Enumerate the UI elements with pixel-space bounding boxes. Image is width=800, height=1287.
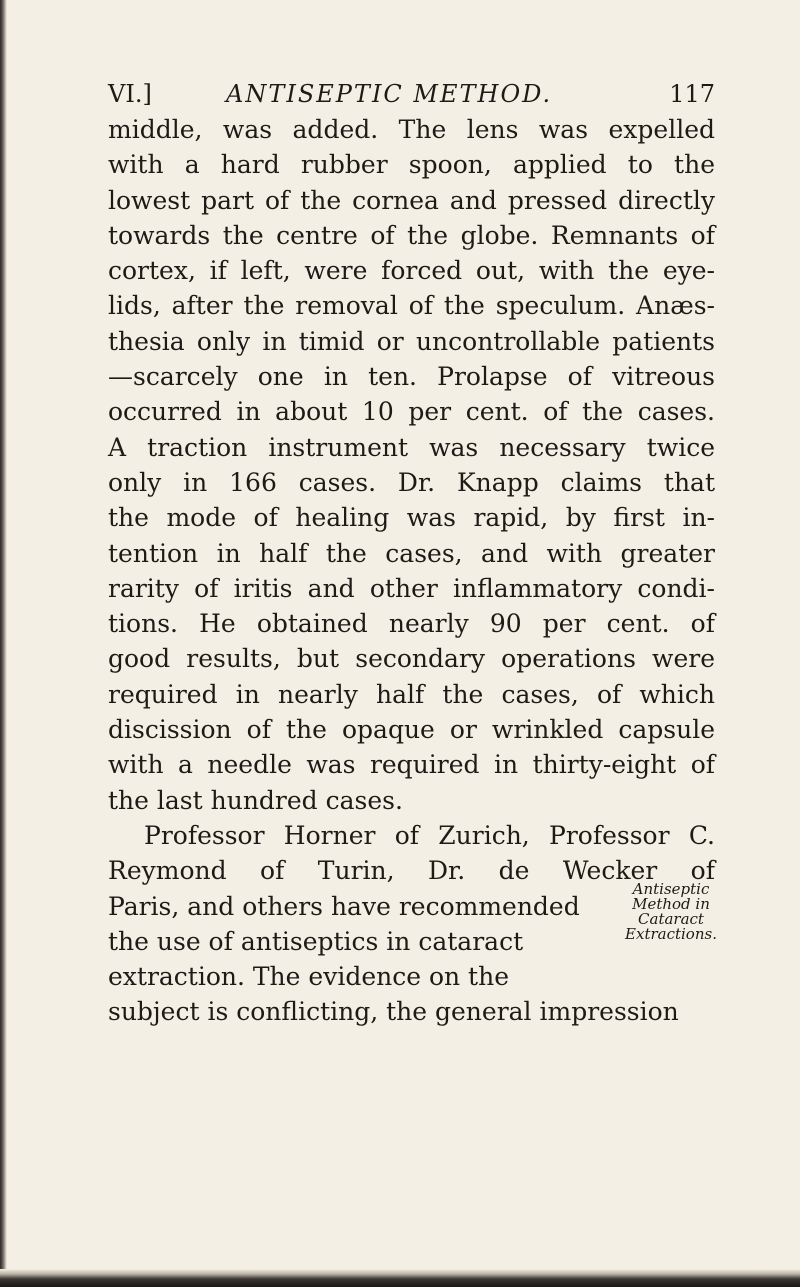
text-line: Paris, and others have recommended [108,891,580,921]
margin-note-line: Extractions. [625,925,717,943]
text-line: occurred in about 10 per cent. of the cases. [108,397,715,427]
margin-note-line: Antiseptic [632,880,710,898]
text-line: tention in half the cases, and with greater [108,538,715,568]
text-line: with a needle was required in thirty-eight of [108,750,715,780]
text-line: good results, but secondary operations were [108,644,715,674]
text-line: towards the centre of the globe. Remnants of [108,220,715,250]
text-line: Reymond of Turin, Dr. de Wecker of [108,856,715,886]
page-number: 117 [669,80,715,108]
text-line: only in 166 cases. Dr. Knapp claims that [108,467,715,497]
text-line: middle, was added. The lens was expelled [108,115,715,144]
margin-note-line: Method in [632,895,710,913]
text-line: the last hundred cases. [108,785,403,815]
text-line: cortex, if left, were forced out, with the eye- [108,256,715,286]
text-line: discission of the opaque or wrinkled capsule [108,715,715,745]
text-line: Professor Horner of Zurich, Professor C. [144,820,715,850]
text-line: with a hard rubber spoon, applied to the [108,150,715,180]
page-binding-edge [0,0,7,1287]
text-line: extraction. The evidence on the [108,962,510,992]
text-line: —scarcely one in ten. Prolapse of vitreous [108,362,715,392]
margin-note [616,882,726,942]
running-title: ANTISEPTIC METHOD. [226,80,553,108]
text-line: the mode of healing was rapid, by first in- [108,503,715,533]
text-line: A traction instrument was necessary twice [108,432,715,462]
page-bottom-edge [0,1269,800,1287]
running-header [108,80,715,110]
text-line: required in nearly half the cases, of which [108,679,715,709]
text-line: tions. He obtained nearly 90 per cent. of [108,609,715,639]
text-line: rarity of iritis and other inflammatory condi- [108,573,715,603]
margin-note-line: Cataract [638,910,704,928]
text-line: lids, after the removal of the speculum. Anæs- [108,291,715,321]
text-line: the use of antiseptics in cataract [108,926,524,956]
text-line: subject is conflicting, the general impression [108,997,679,1027]
body-text [108,112,715,1030]
text-line: lowest part of the cornea and pressed directly [108,185,715,215]
chapter-number: VI.] [108,80,152,108]
text-line: thesia only in timid or uncontrollable patients [108,326,715,356]
